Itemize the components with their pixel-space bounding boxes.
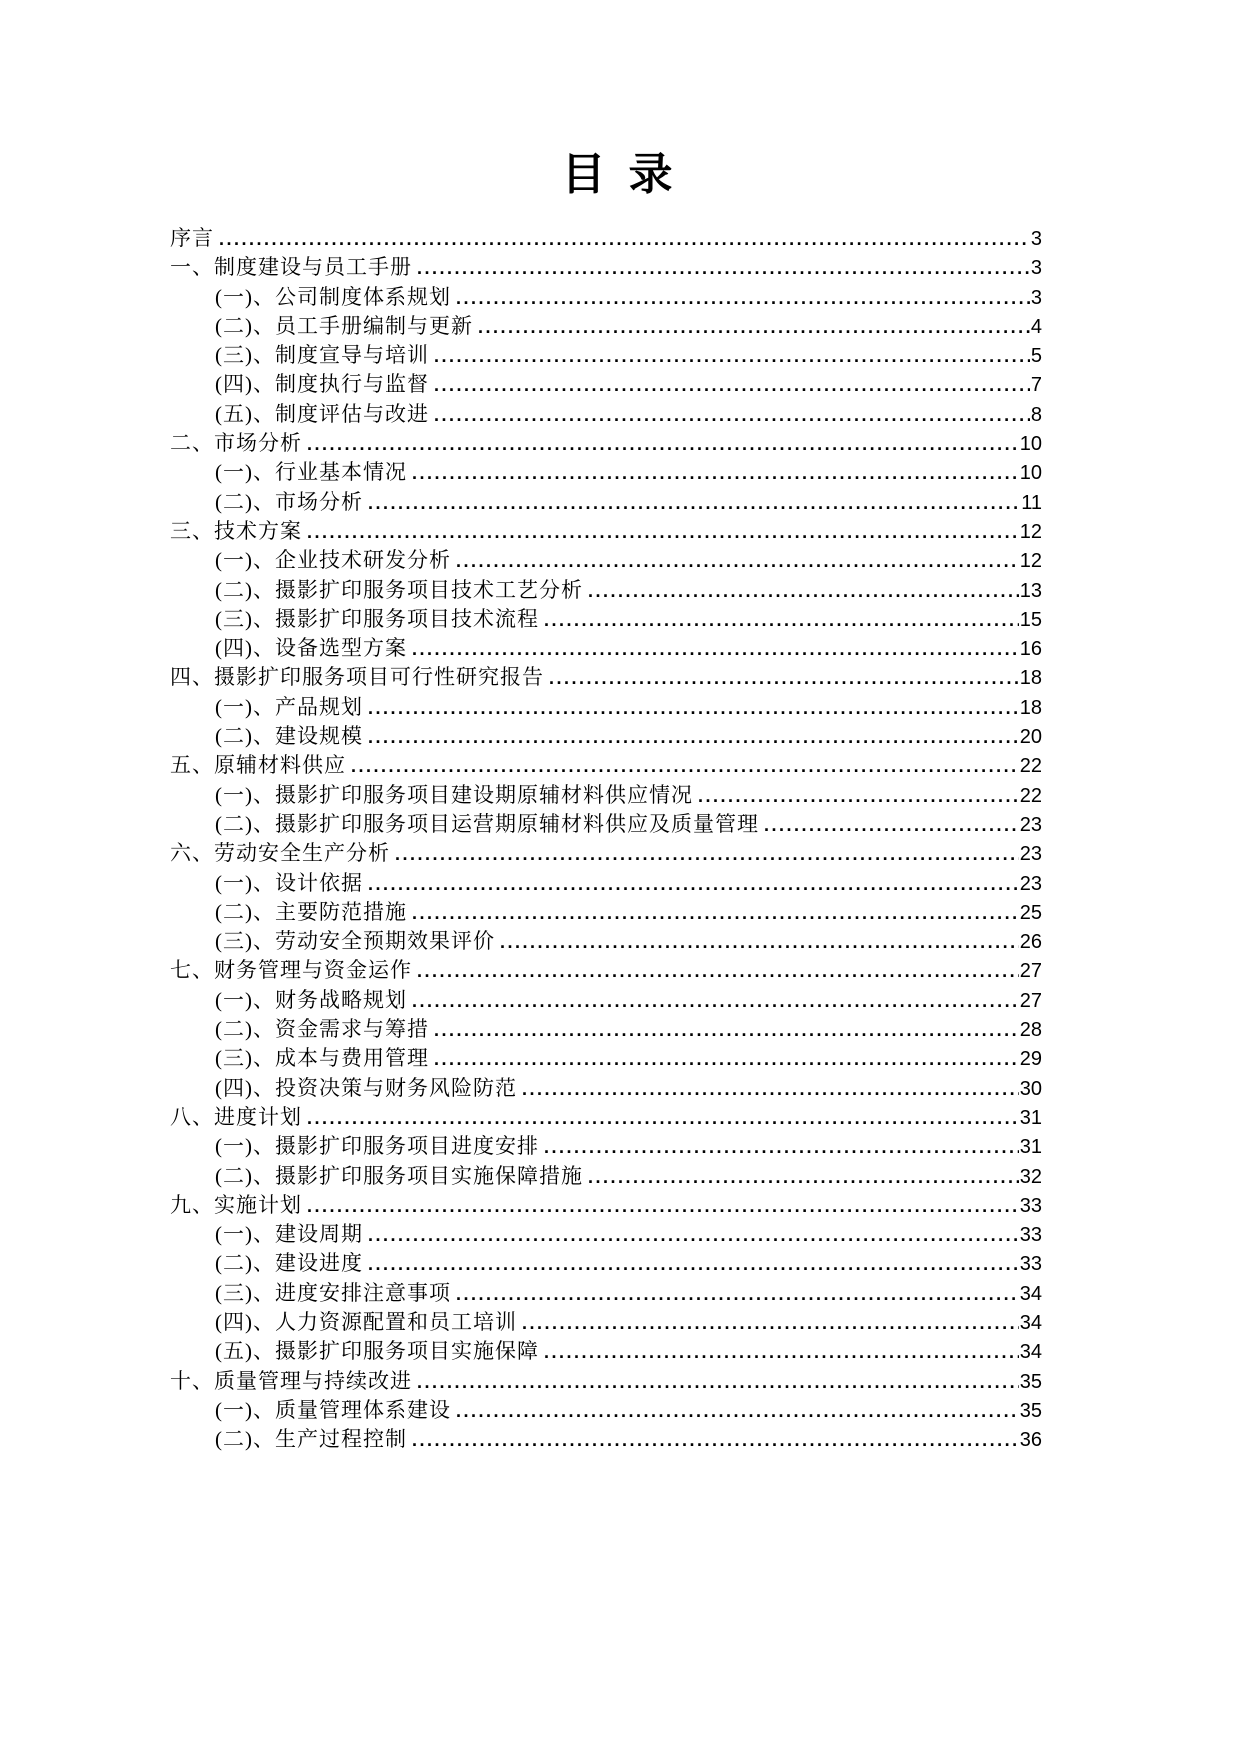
toc-entry-label: (二)、员工手册编制与更新 xyxy=(215,313,473,338)
toc-entry-page: 29 xyxy=(1019,1048,1042,1071)
toc-entry[interactable] xyxy=(170,1160,1042,1189)
toc-entry-label: (一)、行业基本情况 xyxy=(215,460,407,485)
toc-entry-label: (二)、主要防范措施 xyxy=(215,899,407,924)
toc-entry[interactable] xyxy=(170,867,1042,896)
toc-entry-page: 10 xyxy=(1019,462,1042,485)
toc-entry-label: 二、市场分析 xyxy=(170,431,302,456)
toc-entry-page: 33 xyxy=(1019,1194,1042,1217)
toc-dot-leader xyxy=(412,636,1019,661)
toc-entry[interactable] xyxy=(170,339,1042,368)
toc-entry[interactable] xyxy=(170,368,1042,397)
toc-entry[interactable] xyxy=(170,749,1042,778)
toc-entry[interactable] xyxy=(170,896,1042,925)
toc-entry[interactable] xyxy=(170,632,1042,661)
toc-entry[interactable] xyxy=(170,1130,1042,1159)
toc-entry-page: 33 xyxy=(1019,1224,1042,1247)
toc-entry-label: 十、质量管理与持续改进 xyxy=(170,1368,412,1393)
toc-entry-page: 13 xyxy=(1019,579,1042,602)
toc-entry-page: 22 xyxy=(1019,784,1042,807)
toc-dot-leader xyxy=(544,607,1019,632)
toc-entry-page: 28 xyxy=(1019,1019,1042,1042)
toc-entry-label: (二)、摄影扩印服务项目技术工艺分析 xyxy=(215,577,583,602)
toc-entry-page: 35 xyxy=(1019,1399,1042,1422)
toc-entry-page: 4 xyxy=(1030,315,1042,338)
toc-dot-leader xyxy=(307,1105,1019,1130)
toc-dot-leader xyxy=(588,1164,1019,1189)
toc-entry-page: 31 xyxy=(1019,1136,1042,1159)
toc-entry[interactable] xyxy=(170,691,1042,720)
toc-entry-page: 23 xyxy=(1019,813,1042,836)
toc-entry-label: (二)、建设规模 xyxy=(215,724,363,749)
toc-entry-page: 33 xyxy=(1019,1253,1042,1276)
toc-entry-page: 15 xyxy=(1019,608,1042,631)
toc-dot-leader xyxy=(544,1339,1019,1364)
toc-entry-page: 12 xyxy=(1019,520,1042,543)
toc-entry-label: (一)、建设周期 xyxy=(215,1222,363,1247)
toc-entry-page: 35 xyxy=(1019,1370,1042,1393)
toc-dot-leader xyxy=(307,1193,1019,1218)
toc-entry-page: 10 xyxy=(1019,433,1042,456)
toc-entry-label: (二)、建设进度 xyxy=(215,1251,363,1276)
toc-entry-label: (三)、劳动安全预期效果评价 xyxy=(215,929,495,954)
toc-entry[interactable] xyxy=(170,1042,1042,1071)
toc-entry[interactable] xyxy=(170,398,1042,427)
toc-entry-label: 八、进度计划 xyxy=(170,1104,302,1129)
toc-dot-leader xyxy=(307,519,1019,544)
toc-dot-leader xyxy=(764,812,1019,837)
toc-entry-page: 27 xyxy=(1019,989,1042,1012)
toc-entry[interactable] xyxy=(170,1101,1042,1130)
toc-dot-leader xyxy=(219,226,1030,251)
toc-entry-page: 34 xyxy=(1019,1282,1042,1305)
toc-dot-leader xyxy=(434,343,1030,368)
toc-entry-page: 20 xyxy=(1019,726,1042,749)
toc-entry-label: (一)、设计依据 xyxy=(215,870,363,895)
toc-list xyxy=(170,222,1042,1452)
toc-dot-leader xyxy=(456,1281,1019,1306)
toc-entry-label: 一、制度建设与员工手册 xyxy=(170,255,412,280)
toc-dot-leader xyxy=(588,578,1019,603)
toc-entry-label: (三)、摄影扩印服务项目技术流程 xyxy=(215,606,539,631)
toc-entry-label: (五)、制度评估与改进 xyxy=(215,401,429,426)
toc-entry-page: 23 xyxy=(1019,843,1042,866)
toc-entry[interactable] xyxy=(170,1394,1042,1423)
toc-entry-label: (二)、摄影扩印服务项目运营期原辅材料供应及质量管理 xyxy=(215,811,759,836)
toc-entry[interactable] xyxy=(170,1423,1042,1452)
toc-entry[interactable] xyxy=(170,1365,1042,1394)
toc-entry-page: 22 xyxy=(1019,755,1042,778)
toc-entry-label: (四)、设备选型方案 xyxy=(215,636,407,661)
toc-entry[interactable] xyxy=(170,544,1042,573)
toc-entry[interactable] xyxy=(170,281,1042,310)
toc-entry-label: 九、实施计划 xyxy=(170,1192,302,1217)
toc-dot-leader xyxy=(412,988,1019,1013)
toc-entry-label: 七、财务管理与资金运作 xyxy=(170,958,412,983)
toc-entry[interactable] xyxy=(170,1247,1042,1276)
toc-entry-label: (四)、制度执行与监督 xyxy=(215,372,429,397)
toc-entry-page: 5 xyxy=(1030,345,1042,368)
toc-dot-leader xyxy=(412,1427,1019,1452)
toc-dot-leader xyxy=(368,724,1019,749)
toc-entry-label: (三)、成本与费用管理 xyxy=(215,1046,429,1071)
toc-entry[interactable] xyxy=(170,603,1042,632)
toc-dot-leader xyxy=(500,929,1019,954)
toc-dot-leader xyxy=(417,958,1019,983)
toc-entry[interactable] xyxy=(170,1072,1042,1101)
toc-dot-leader xyxy=(434,1046,1019,1071)
toc-entry-label: (一)、财务战略规划 xyxy=(215,987,407,1012)
toc-entry-label: 六、劳动安全生产分析 xyxy=(170,841,390,866)
toc-entry-page: 34 xyxy=(1019,1311,1042,1334)
toc-dot-leader xyxy=(351,753,1019,778)
toc-entry[interactable] xyxy=(170,1306,1042,1335)
toc-entry-label: 五、原辅材料供应 xyxy=(170,753,346,778)
toc-entry[interactable] xyxy=(170,984,1042,1013)
toc-entry[interactable] xyxy=(170,1277,1042,1306)
toc-dot-leader xyxy=(478,314,1030,339)
toc-entry-page: 26 xyxy=(1019,931,1042,954)
toc-entry-label: (一)、产品规划 xyxy=(215,694,363,719)
toc-entry[interactable] xyxy=(170,954,1042,983)
toc-entry-label: 三、技术方案 xyxy=(170,518,302,543)
toc-entry-page: 32 xyxy=(1019,1165,1042,1188)
toc-entry[interactable] xyxy=(170,1189,1042,1218)
toc-dot-leader xyxy=(368,1222,1019,1247)
toc-entry[interactable] xyxy=(170,808,1042,837)
toc-entry[interactable] xyxy=(170,427,1042,456)
toc-entry[interactable] xyxy=(170,515,1042,544)
toc-entry-page: 3 xyxy=(1030,228,1042,250)
toc-title: 目 录 xyxy=(561,150,679,199)
toc-entry-page: 34 xyxy=(1019,1341,1042,1364)
toc-dot-leader xyxy=(456,285,1030,310)
toc-entry[interactable] xyxy=(170,779,1042,808)
toc-entry-label: (三)、进度安排注意事项 xyxy=(215,1280,451,1305)
toc-dot-leader xyxy=(307,431,1019,456)
toc-entry[interactable] xyxy=(170,925,1042,954)
toc-entry-label: (四)、投资决策与财务风险防范 xyxy=(215,1075,517,1100)
toc-entry-label: (二)、资金需求与筹措 xyxy=(215,1017,429,1042)
toc-dot-leader xyxy=(434,372,1030,397)
toc-entry-page: 7 xyxy=(1030,374,1042,397)
toc-dot-leader xyxy=(434,402,1030,427)
toc-entry[interactable] xyxy=(170,1218,1042,1247)
toc-entry-label: 四、摄影扩印服务项目可行性研究报告 xyxy=(170,665,544,690)
toc-dot-leader xyxy=(549,665,1019,690)
toc-entry-page: 18 xyxy=(1019,696,1042,719)
toc-entry[interactable] xyxy=(170,222,1042,251)
toc-entry-page: 12 xyxy=(1019,550,1042,573)
toc-entry-label: (一)、摄影扩印服务项目建设期原辅材料供应情况 xyxy=(215,782,693,807)
toc-dot-leader xyxy=(412,900,1019,925)
toc-entry[interactable] xyxy=(170,310,1042,339)
toc-entry[interactable] xyxy=(170,1335,1042,1364)
toc-dot-leader xyxy=(368,1251,1019,1276)
toc-entry-label: (一)、公司制度体系规划 xyxy=(215,284,451,309)
toc-entry-page: 11 xyxy=(1021,491,1042,514)
toc-entry[interactable] xyxy=(170,486,1042,515)
toc-entry-label: (二)、摄影扩印服务项目实施保障措施 xyxy=(215,1163,583,1188)
toc-entry-page: 23 xyxy=(1019,872,1042,895)
toc-entry-page: 30 xyxy=(1019,1077,1042,1100)
toc-entry-label: (一)、质量管理体系建设 xyxy=(215,1397,451,1422)
toc-dot-leader xyxy=(456,1398,1019,1423)
toc-dot-leader xyxy=(368,871,1019,896)
toc-entry[interactable] xyxy=(170,661,1042,690)
toc-entry-page: 8 xyxy=(1030,403,1042,426)
toc-entry-page: 18 xyxy=(1019,667,1042,690)
toc-entry-label: (四)、人力资源配置和员工培训 xyxy=(215,1309,517,1334)
toc-entry-page: 31 xyxy=(1019,1106,1042,1129)
toc-dot-leader xyxy=(412,460,1019,485)
toc-entry[interactable] xyxy=(170,1013,1042,1042)
toc-entry-page: 3 xyxy=(1030,286,1042,309)
toc-dot-leader xyxy=(544,1134,1019,1159)
toc-entry[interactable] xyxy=(170,251,1042,280)
toc-entry[interactable] xyxy=(170,837,1042,866)
toc-entry-page: 27 xyxy=(1019,960,1042,983)
toc-dot-leader xyxy=(368,695,1019,720)
toc-entry[interactable] xyxy=(170,720,1042,749)
toc-entry-page: 25 xyxy=(1019,901,1042,924)
toc-dot-leader xyxy=(522,1310,1019,1335)
toc-entry-label: 序言 xyxy=(170,226,214,250)
toc-entry-label: (二)、生产过程控制 xyxy=(215,1427,407,1452)
toc-entry-label: (一)、摄影扩印服务项目进度安排 xyxy=(215,1134,539,1159)
toc-dot-leader xyxy=(434,1017,1019,1042)
toc-dot-leader xyxy=(417,255,1030,280)
toc-dot-leader xyxy=(456,548,1019,573)
toc-entry[interactable] xyxy=(170,574,1042,603)
toc-entry-page: 16 xyxy=(1019,638,1042,661)
toc-dot-leader xyxy=(417,1369,1019,1394)
toc-entry-page: 3 xyxy=(1030,257,1042,280)
toc-entry-label: (一)、企业技术研发分析 xyxy=(215,548,451,573)
toc-dot-leader xyxy=(522,1076,1019,1101)
toc-dot-leader xyxy=(395,841,1019,866)
toc-entry-label: (三)、制度宣导与培训 xyxy=(215,343,429,368)
toc-dot-leader xyxy=(698,783,1019,808)
toc-entry-label: (五)、摄影扩印服务项目实施保障 xyxy=(215,1339,539,1364)
toc-dot-leader xyxy=(368,490,1020,515)
toc-entry-page: 36 xyxy=(1019,1429,1042,1452)
toc-entry-label: (二)、市场分析 xyxy=(215,489,363,514)
toc-entry[interactable] xyxy=(170,456,1042,485)
